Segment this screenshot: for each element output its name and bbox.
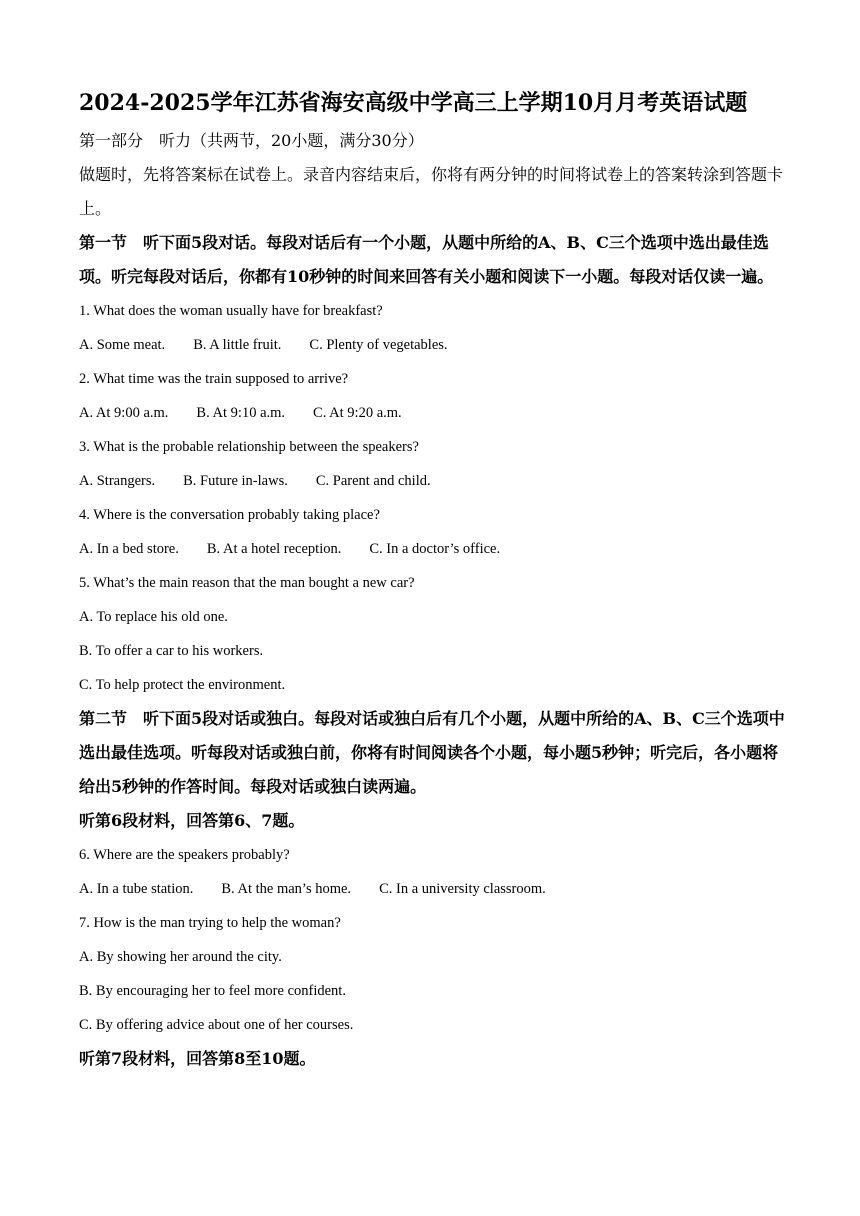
question-7-option-c: C. By offering advice about one of her courses.: [79, 1017, 354, 1033]
section1-header: 第一节 听下面5段对话。每段对话后有一个小题，从题中所给的A、B、C三个选项中选出最佳选项。听完每段对话后，你都有10秒钟的时间来回答有关小题和阅读下一小题。每段对话仅读一遍。: [79, 233, 774, 286]
question-1-options: [79, 328, 789, 362]
option-b: B. At 9:10 a.m.: [196, 405, 286, 421]
option-a: A. In a tube station.: [79, 881, 194, 897]
question-7: 7. How is the man trying to help the woman?: [79, 915, 341, 931]
question-6-options: [79, 872, 789, 906]
part1-header: 第一部分 听力（共两节，20小题，满分30分）: [79, 131, 424, 150]
option-a: A. In a bed store.: [79, 541, 179, 557]
option-c: C. At 9:20 a.m.: [313, 405, 402, 421]
option-c: C. In a doctor’s office.: [369, 541, 501, 557]
section2-header: 第二节 听下面5段对话或独白。每段对话或独白后有几个小题，从题中所给的A、B、C三个选项中选出最佳选项。听每段对话或独白前，你将有时间阅读各个小题，每小题5秒钟；听完后，各小题将给出5秒钟的作答时间。每段对话或独白读两遍。: [79, 709, 785, 796]
question-5-option-a: A. To replace his old one.: [79, 609, 228, 625]
option-c: C. Plenty of vegetables.: [309, 337, 448, 353]
option-b: B. A little fruit.: [193, 337, 282, 353]
option-c: C. In a university classroom.: [379, 881, 546, 897]
question-7-option-a: A. By showing her around the city.: [79, 949, 282, 965]
option-b: B. At a hotel reception.: [206, 541, 342, 557]
question-5: 5. What’s the main reason that the man bought a new car?: [79, 575, 415, 591]
option-a: A. Strangers.: [79, 473, 156, 489]
question-3: 3. What is the probable relationship between the speakers?: [79, 439, 419, 455]
question-7-option-b: B. By encouraging her to feel more confident.: [79, 983, 346, 999]
option-a: A. At 9:00 a.m.: [79, 405, 169, 421]
question-2-options: [79, 396, 789, 430]
question-5-option-b: B. To offer a car to his workers.: [79, 643, 264, 659]
exam-page: [79, 86, 789, 1076]
question-5-option-c: C. To help protect the environment.: [79, 677, 286, 693]
question-6: 6. Where are the speakers probably?: [79, 847, 290, 863]
question-4: 4. Where is the conversation probably taking place?: [79, 507, 380, 523]
question-2: 2. What time was the train supposed to arrive?: [79, 371, 349, 387]
material-6-instruction: 听第6段材料，回答第6、7题。: [79, 811, 305, 830]
instructions-text: 做题时，先将答案标在试卷上。录音内容结束后，你将有两分钟的时间将试卷上的答案转涂到答题卡上。: [79, 165, 784, 218]
option-c: C. Parent and child.: [315, 473, 431, 489]
exam-title: 2024-2025学年江苏省海安高级中学高三上学期10月月考英语试题: [79, 90, 748, 116]
option-b: B. At the man’s home.: [221, 881, 352, 897]
question-4-options: [79, 532, 789, 566]
option-b: B. Future in-laws.: [183, 473, 288, 489]
material-7-instruction: 听第7段材料，回答第8至10题。: [79, 1049, 316, 1068]
option-a: A. Some meat.: [79, 337, 166, 353]
question-3-options: [79, 464, 789, 498]
question-1: 1. What does the woman usually have for breakfast?: [79, 303, 383, 319]
